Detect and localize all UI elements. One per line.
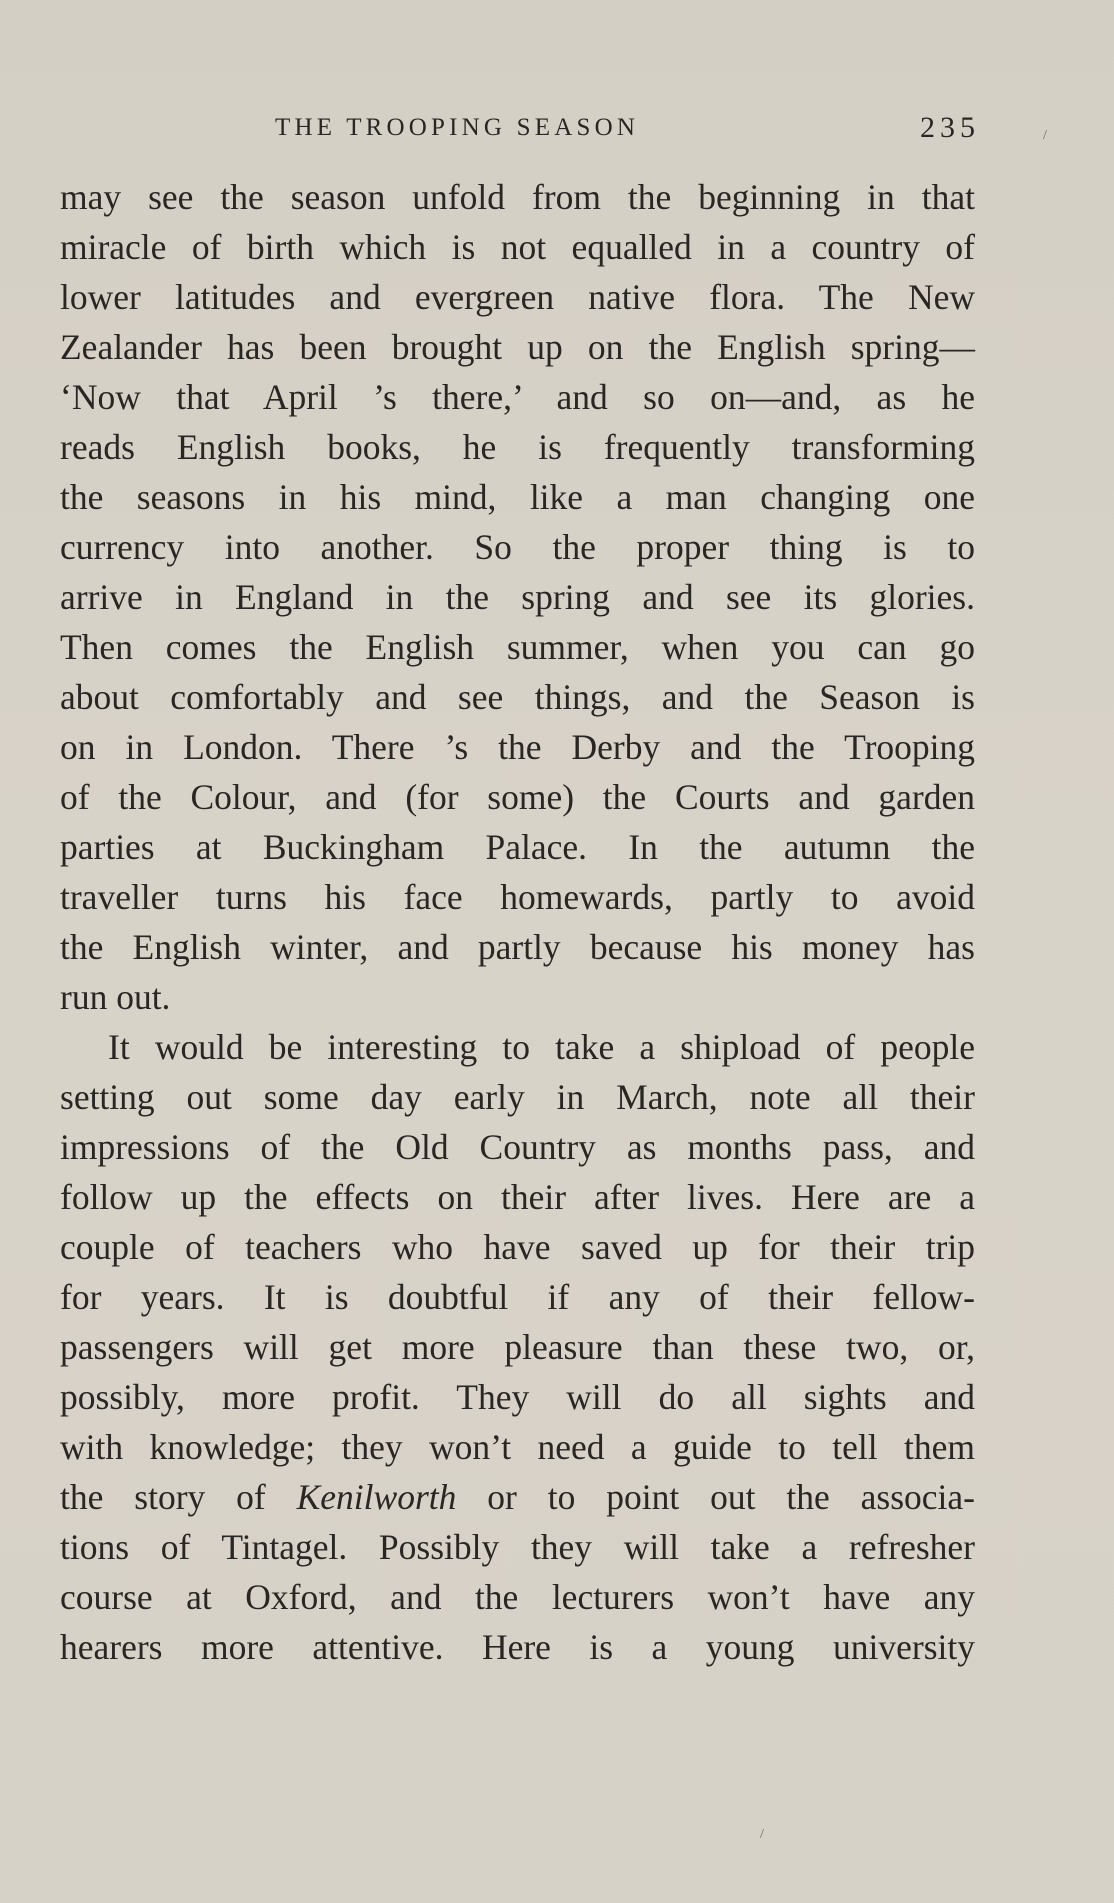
- text-line: Zealander has been brought up on the English spring—: [60, 327, 975, 367]
- text-line: miracle of birth which is not equalled in a country of: [60, 227, 975, 267]
- text-line: for years. It is doubtful if any of their fellow-: [60, 1277, 975, 1317]
- text-line-with-italic: [60, 1472, 975, 1522]
- text-line: traveller turns his face homewards, partly to avoid: [60, 877, 975, 917]
- running-head: [60, 108, 990, 148]
- text-line: reads English books, he is frequently transforming: [60, 427, 975, 467]
- text-line: about comfortably and see things, and the Season is: [60, 677, 975, 717]
- text-line: may see the season unfold from the beginning in that: [60, 177, 975, 217]
- text-line: arrive in England in the spring and see its glories.: [60, 577, 975, 617]
- italic-title: Kenilworth: [296, 1477, 457, 1517]
- stray-pencil-mark: /: [760, 1827, 764, 1842]
- text-line: run out.: [60, 977, 171, 1017]
- running-title: THE TROOPING SEASON: [275, 114, 640, 141]
- text-line: impressions of the Old Country as months pass, and: [60, 1127, 975, 1167]
- stray-pencil-mark: /: [1043, 128, 1047, 143]
- page-number: 235: [920, 111, 980, 144]
- text-line: passengers will get more pleasure than these two, or,: [60, 1327, 975, 1367]
- text-line: the seasons in his mind, like a man changing one: [60, 477, 975, 517]
- text-line: follow up the effects on their after lives. Here are a: [60, 1177, 975, 1217]
- text-line: course at Oxford, and the lecturers won’t have any: [60, 1577, 975, 1617]
- text-line: the English winter, and partly because his money has: [60, 927, 975, 967]
- paragraph-2: [60, 1022, 975, 1672]
- text-line: lower latitudes and evergreen native flora. The New: [60, 277, 975, 317]
- paragraph-1: [60, 172, 975, 1022]
- text-line: parties at Buckingham Palace. In the autumn the: [60, 827, 975, 867]
- text-line: possibly, more profit. They will do all sights and: [60, 1377, 975, 1417]
- text-line: setting out some day early in March, note all their: [60, 1077, 975, 1117]
- text-line: hearers more attentive. Here is a young university: [60, 1627, 975, 1667]
- text-line: It would be interesting to take a shipload of people: [108, 1027, 975, 1067]
- body-text: [60, 172, 975, 1672]
- text-span: or to point out the associa-: [456, 1477, 975, 1517]
- text-line: of the Colour, and (for some) the Courts and garden: [60, 777, 975, 817]
- text-line: Then comes the English summer, when you can go: [60, 627, 975, 667]
- text-line: couple of teachers who have saved up for their trip: [60, 1227, 975, 1267]
- text-line: on in London. There ’s the Derby and the Trooping: [60, 727, 975, 767]
- text-line: with knowledge; they won’t need a guide to tell them: [60, 1427, 975, 1467]
- text-line: currency into another. So the proper thing is to: [60, 527, 975, 567]
- text-line: ‘Now that April ’s there,’ and so on—and, as he: [60, 377, 975, 417]
- text-span: the story of: [60, 1477, 297, 1517]
- text-line: tions of Tintagel. Possibly they will take a refresher: [60, 1527, 975, 1567]
